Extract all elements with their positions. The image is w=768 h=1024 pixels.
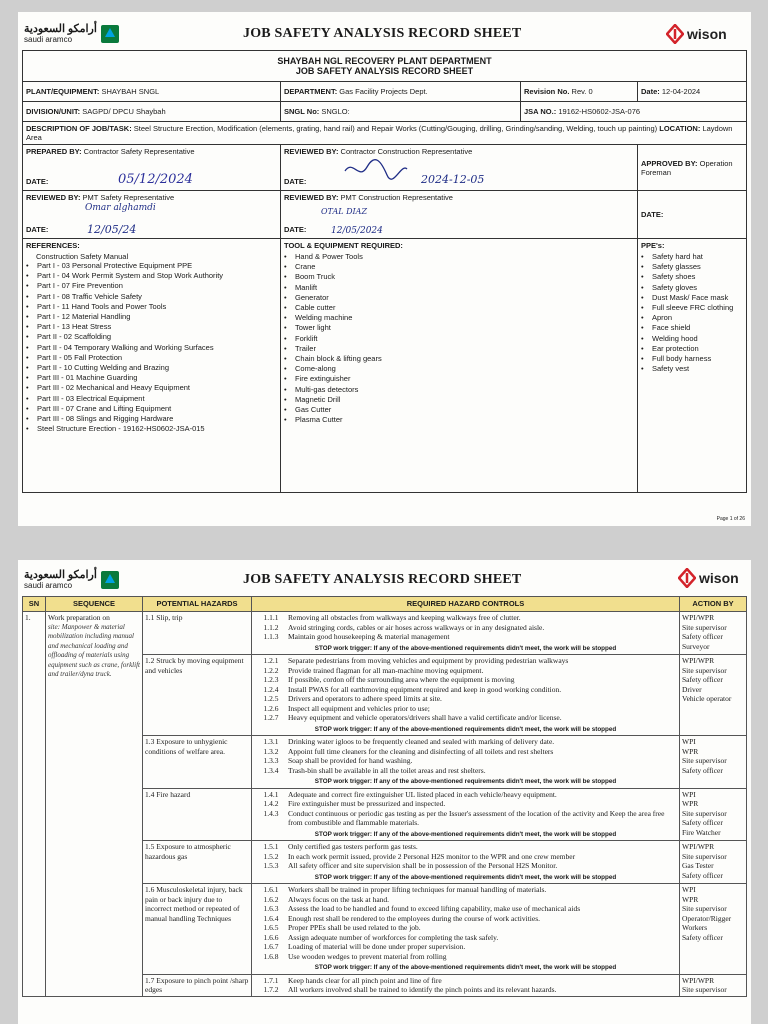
jsa-page-2 [18, 560, 751, 1024]
references-list [26, 261, 277, 434]
reviewed3-date-label: DATE: [284, 225, 307, 234]
reference-item: • Steel Structure Erection - 19162-HS0602-JSA-015 [26, 424, 277, 434]
reviewed-pmt-construction-cell [281, 191, 638, 239]
control-number: 1.6.2 [263, 894, 279, 904]
reference-item: • Part II - 10 Cutting Welding and Brazing [26, 363, 277, 373]
hazard-cell: 1.6 Musculoskeletal injury, back pain or back injury due to incorrect method or repeated of manual handling Techniques [143, 884, 252, 975]
control-text: Workers shall be trained in proper lifting techniques for manual handling of materials. [288, 885, 547, 894]
reference-item: • Part III - 03 Electrical Equipment [26, 394, 277, 404]
ppe-item: • Safety shoes [641, 272, 743, 282]
control-text: All safety officer and site supervision shall be in possession of the Personal H2S Monitor. [288, 861, 558, 870]
ppe-cell [638, 239, 747, 493]
reference-item: • Part I - 13 Heat Stress [26, 322, 277, 332]
division-label: DIVISION/UNIT: [26, 107, 81, 116]
approved-date-label: DATE: [641, 210, 664, 219]
date-cell [638, 82, 747, 102]
control-number: 1.2.7 [263, 713, 279, 722]
control-number: 1.6.6 [263, 932, 279, 942]
control-number: 1.6.7 [263, 942, 279, 951]
page-title: JOB SAFETY ANALYSIS RECORD SHEET [243, 572, 522, 587]
action-cell: WPI/WPR Site supervisor Safety officer Surveyor [680, 612, 747, 655]
plant-value: SHAYBAH SNGL [101, 87, 160, 96]
hazard-cell: 1.4 Fire hazard [143, 788, 252, 841]
control-text: All workers involved shall be trained to identify the pinch points and its relevant hazards. [288, 985, 557, 994]
action-cell: WPI WPR Site supervisor Safety officer Fire Watcher [680, 788, 747, 841]
ppe-item: • Apron [641, 313, 743, 323]
tool-item: • Boom Truck [284, 272, 634, 282]
date-value: 12-04-2024 [661, 87, 701, 96]
saudi-aramco-logo [24, 24, 119, 44]
control-text: Use wooden wedges to prevent material from rolling [288, 951, 447, 961]
tool-item: • Chain block & lifting gears [284, 354, 634, 364]
control-number: 1.5.1 [263, 842, 279, 851]
hazards-header: POTENTIAL HAZARDS [143, 597, 252, 612]
location-label: LOCATION: [659, 124, 701, 133]
control-text: Keep hands clear for all pinch point and line of fire [288, 975, 442, 985]
control-number: 1.2.4 [263, 684, 279, 694]
sequence-title: Work preparation on [48, 613, 110, 622]
control-text: Only certified gas testers perform gas tests. [288, 842, 418, 851]
control-number: 1.4.2 [263, 799, 279, 808]
controls-cell [252, 788, 680, 841]
aramco-star-icon [101, 25, 119, 43]
tool-item: • Cable cutter [284, 303, 634, 313]
control-text: Loading of material will be done under proper supervision. [288, 942, 466, 951]
approved-cell [638, 145, 747, 191]
jsa-no-cell [521, 102, 747, 122]
date-label: Date: [641, 87, 660, 96]
prepared-date-label: DATE: [26, 177, 49, 186]
control-text: Avoid stringing cords, cables or air hoses across walkways or in any designated aisle. [288, 622, 545, 632]
control-text: Drivers and operators to adhere speed limits at site. [288, 694, 442, 703]
wison-text: wison [699, 570, 739, 586]
sngl-label: SNGL No: [284, 107, 320, 116]
control-number: 1.6.3 [263, 904, 279, 913]
jsa-value: 19162-HS0602-JSA-076 [558, 107, 641, 116]
prepared-label: PREPARED BY: [26, 147, 82, 156]
action-cell: WPI/WPR Site supervisor [680, 974, 747, 996]
department-value: Gas Facility Projects Dept. [339, 87, 428, 96]
action-cell: WPI WPR Site supervisor Safety officer [680, 736, 747, 789]
ppe-item: • Face shield [641, 323, 743, 333]
reference-item: • Part I - 04 Work Permit System and Stop Work Authority [26, 271, 277, 281]
plant-cell [23, 82, 281, 102]
revision-label: Revision No. [524, 87, 570, 96]
location-value: Laydown Area [26, 124, 733, 142]
table-header-row [23, 597, 747, 612]
reference-item: • Part III - 07 Crane and Lifting Equipment [26, 404, 277, 414]
controls-header: REQUIRED HAZARD CONTROLS [252, 597, 680, 612]
sngl-cell [281, 102, 521, 122]
stop-work-trigger: STOP work trigger: If any of the above-mentioned requirements didn't meet, the work will be stopped [314, 964, 617, 971]
tool-item: • Forklift [284, 334, 634, 344]
tool-item: • Multi-gas detectors [284, 385, 634, 395]
ppe-list [641, 252, 743, 374]
ppe-item: • Safety gloves [641, 283, 743, 293]
ppe-item: • Welding hood [641, 334, 743, 344]
tool-item: • Generator [284, 293, 634, 303]
tool-item: • Welding machine [284, 313, 634, 323]
reviewed-pmt-safety-cell [23, 191, 281, 239]
aramco-arabic-text: أرامكو السعودية [24, 23, 97, 35]
stop-work-trigger: STOP work trigger: If any of the above-mentioned requirements didn't meet, the work will be stopped [314, 830, 617, 838]
action-header: ACTION BY [680, 597, 747, 612]
sngl-value: SNGLO: [321, 107, 350, 116]
control-number: 1.3.2 [263, 746, 279, 756]
control-text: Assign adequate number of workforces for completing the task safely. [288, 932, 499, 942]
control-number: 1.1.3 [263, 632, 279, 641]
description-cell [23, 122, 747, 145]
reviewed2-date-label: DATE: [26, 225, 49, 234]
prepared-cell [23, 145, 281, 191]
wison-mark-icon [678, 568, 696, 588]
reference-item: • Part II - 05 Fall Protection [26, 353, 277, 363]
reviewer-signature-icon [341, 157, 411, 185]
control-number: 1.4.3 [263, 808, 279, 818]
page-number: Page 1 of 26 [716, 516, 745, 522]
stop-work-trigger: STOP work trigger: If any of the above-mentioned requirements didn't meet, the work will be stopped [314, 725, 617, 733]
control-text: Install PWAS for all earthmoving equipment required and keep in good working condition. [288, 684, 562, 694]
hazard-cell: 1.1 Slip, trip [143, 612, 252, 655]
control-number: 1.4.1 [263, 789, 279, 799]
control-text: Soap shall be provided for hand washing. [288, 756, 413, 765]
reviewed1-signature-date: 2024-12-05 [421, 173, 485, 186]
stop-work-trigger: STOP work trigger: If any of the above-mentioned requirements didn't meet, the work will be stopped [314, 873, 617, 881]
reviewed3-label: REVIEWED BY: [284, 193, 339, 202]
control-text: Separate pedestrians from moving vehicles and equipment by providing pedestrian walkways [288, 656, 569, 665]
control-number: 1.2.1 [263, 656, 279, 665]
jsa-page-1 [18, 12, 751, 526]
control-text: If possible, cordon off the surrounding area where the equipment is moving [288, 675, 515, 684]
tool-item: • Hand & Power Tools [284, 252, 634, 262]
control-number: 1.3.3 [263, 756, 279, 765]
control-number: 1.5.3 [263, 861, 279, 870]
aramco-english-text: saudi aramco [24, 35, 73, 44]
references-cell [23, 239, 281, 493]
approved-label: APPROVED BY: [641, 158, 698, 168]
ppe-item: • Full body harness [641, 354, 743, 364]
tool-item: • Come-along [284, 364, 634, 374]
wison-mark-icon [666, 24, 684, 44]
references-label: REFERENCES: [26, 241, 80, 250]
control-number: 1.2.5 [263, 694, 279, 703]
action-cell: WPI/WPR Site supervisor Gas Tester Safety officer [680, 841, 747, 884]
revision-cell [521, 82, 638, 102]
hazard-cell: 1.2 Struck by moving equipment and vehicles [143, 655, 252, 736]
reviewed1-label: REVIEWED BY: [284, 147, 339, 156]
sn-header: SN [23, 597, 46, 612]
wison-logo [678, 568, 739, 588]
control-number: 1.2.2 [263, 665, 279, 675]
control-number: 1.2.3 [263, 675, 279, 684]
controls-cell [252, 841, 680, 884]
reviewed2-value: PMT Safety Representative [82, 193, 175, 202]
prepared-value: Contractor Safety Representative [83, 147, 195, 156]
description-label: DESCRIPTION OF JOB/TASK: [26, 124, 132, 133]
tools-label: TOOL & EQUIPMENT REQUIRED: [284, 241, 403, 250]
table-row [23, 612, 747, 655]
action-cell: WPI/WPR Site supervisor Safety officer Driver Vehicle operator [680, 655, 747, 736]
wison-logo [666, 24, 727, 44]
ppe-item: • Ear protection [641, 344, 743, 354]
tools-cell [281, 239, 638, 493]
controls-cell [252, 655, 680, 736]
reference-item: • Part I - 11 Hand Tools and Power Tools [26, 302, 277, 312]
reviewed3-value: PMT Construction Representative [340, 193, 453, 202]
references-head: Construction Safety Manual [36, 252, 129, 261]
ppe-item: • Full sleeve FRC clothing [641, 303, 743, 313]
reviewed2-signature-date: 12/05/24 [87, 223, 137, 236]
control-text: Trash-bin shall be available in all the toilet areas and rest shelters. [288, 765, 486, 775]
division-value: SAGPD/ DPCU Shaybah [82, 107, 166, 116]
tool-item: • Tower light [284, 323, 634, 333]
control-text: Drinking water igloos to be frequently cleaned and sealed with marking of delivery date. [288, 737, 555, 746]
control-text: Assess the load to be handled and found to exceed lifting capability, make use of mechanical aids [288, 904, 581, 913]
control-text: Always focus on the task at hand. [288, 894, 390, 904]
department-label: DEPARTMENT: [284, 87, 338, 96]
description-value: Steel Structure Erection, Modification (elements, grating, hand rail) and Repair Works (Cutting/Gouging, drilling, Grinding/sanding, Welding, touch up painting) [133, 124, 658, 133]
sequence-note: site: Manpower & material mobilization including manual and mechanical loading and offloading of materials using equipment such as crane, forklift and trailer/dyna truck. [48, 622, 140, 678]
prepared-signature-date: 05/12/2024 [118, 172, 193, 187]
tool-item: • Fire extinguisher [284, 374, 634, 384]
control-number: 1.3.4 [263, 765, 279, 775]
stop-work-trigger: STOP work trigger: If any of the above-mentioned requirements didn't meet, the work will be stopped [314, 778, 617, 785]
control-number: 1.3.1 [263, 737, 279, 746]
control-number: 1.6.5 [263, 923, 279, 932]
control-text: Inspect all equipment and vehicles prior to use; [288, 703, 430, 713]
aramco-arabic-text: أرامكو السعودية [24, 569, 97, 581]
dept-line: SHAYBAH NGL RECOVERY PLANT DEPARTMENT [277, 56, 492, 66]
reviewed1-date-label: DATE: [284, 177, 307, 186]
control-text: Appoint full time cleaners for the cleaning and disinfecting of all toilets and rest shelters [288, 746, 554, 756]
ppe-item: • Safety hard hat [641, 252, 743, 262]
action-cell: WPI WPR Site supervisor Operator/Rigger Workers Safety officer [680, 884, 747, 975]
control-text: Adequate and correct fire extinguisher UL listed placed in each vehicle/heavy equipment. [288, 789, 557, 799]
control-number: 1.5.2 [263, 851, 279, 861]
tool-item: • Gas Cutter [284, 405, 634, 415]
control-number: 1.7.1 [263, 975, 279, 985]
header-table [22, 50, 747, 493]
control-text: Conduct continuous or periodic gas testing as per the Issuer's assessment of the location of the activity and Keep the area free from combustible and flammable materials. [288, 808, 665, 827]
reference-item: • Part II - 04 Temporary Walking and Working Surfaces [26, 343, 277, 353]
plant-label: PLANT/EQUIPMENT: [26, 87, 100, 96]
reference-item: • Part I - 12 Material Handling [26, 312, 277, 322]
control-text: Maintain good housekeeping & material management [288, 632, 450, 641]
reviewed1-value: Contractor Construction Representative [340, 147, 473, 156]
control-text: Fire extinguisher must be pressurized and inspected. [288, 799, 446, 808]
control-text: In each work permit issued, provide 2 Personal H2S monitor to the WPR and one crew member [288, 851, 576, 861]
control-number: 1.6.4 [263, 913, 279, 923]
dept-block [23, 51, 747, 82]
controls-cell [252, 736, 680, 789]
tool-item: • Manlift [284, 283, 634, 293]
tools-list [284, 252, 634, 425]
sequence-header: SEQUENCE [46, 597, 143, 612]
controls-cell [252, 884, 680, 975]
approved-value: Operation Foreman [641, 158, 733, 177]
jsa-label: JSA NO.: [524, 107, 557, 116]
sub-title: JOB SAFETY ANALYSIS RECORD SHEET [295, 66, 474, 76]
reference-item: • Part I - 07 Fire Prevention [26, 281, 277, 291]
tool-item: • Crane [284, 262, 634, 272]
page-title: JOB SAFETY ANALYSIS RECORD SHEET [243, 26, 522, 41]
wison-text: wison [687, 26, 727, 42]
reviewed3-signature: OTAL DIAZ [321, 207, 367, 216]
division-cell [23, 102, 281, 122]
tool-item: • Magnetic Drill [284, 395, 634, 405]
aramco-english-text: saudi aramco [24, 581, 73, 590]
reference-item: • Part III - 01 Machine Guarding [26, 373, 277, 383]
control-text: Removing all obstacles from walkways and keeping walkways free of clutter. [288, 613, 521, 622]
reference-item: • Part II - 02 Scaffolding [26, 332, 277, 342]
reviewed-contractor-cell [281, 145, 638, 191]
approved-date-cell [638, 191, 747, 239]
ppe-item: • Safety glasses [641, 262, 743, 272]
hazard-cell: 1.7 Exposure to pinch point /sharp edges [143, 974, 252, 996]
control-text: Heavy equipment and vehicle operators/drivers shall have a valid certificate and/or license. [288, 713, 562, 722]
control-number: 1.6.8 [263, 951, 279, 961]
control-text: Provide trained flagman for all man-machine moving equipment. [288, 665, 484, 675]
reference-item: • Part III - 08 Slings and Rigging Hardware [26, 414, 277, 424]
saudi-aramco-logo [24, 570, 119, 590]
sn-cell: 1. [23, 612, 46, 997]
control-number: 1.1.1 [263, 613, 279, 622]
reference-item: • Part III - 02 Mechanical and Heavy Equipment [26, 383, 277, 393]
control-number: 1.2.6 [263, 703, 279, 713]
reviewed2-signature-name: Omar alghamdi [85, 203, 156, 213]
hazard-controls-table [22, 596, 747, 997]
tool-item: • Trailer [284, 344, 634, 354]
ppe-label: PPE's: [641, 241, 665, 250]
sequence-cell [46, 612, 143, 997]
reference-item: • Part I - 08 Traffic Vehicle Safety [26, 292, 277, 302]
department-cell [281, 82, 521, 102]
hazard-cell: 1.3 Exposure to unhygienic conditions of welfare area. [143, 736, 252, 789]
reviewed3-signature-date: 12/05/2024 [331, 226, 383, 236]
ppe-item: • Dust Mask/ Face mask [641, 293, 743, 303]
ppe-item: • Safety vest [641, 364, 743, 374]
control-number: 1.1.2 [263, 622, 279, 632]
control-text: Enough rest shall be rendered to the employees during the course of work activities. [288, 913, 541, 923]
controls-cell [252, 974, 680, 996]
control-text: Proper PPEs shall be used related to the job. [288, 923, 421, 932]
aramco-star-icon [101, 571, 119, 589]
control-number: 1.7.2 [263, 985, 279, 994]
revision-value: Rev. 0 [571, 87, 593, 96]
hazard-cell: 1.5 Exposure to atmospheric hazardous gas [143, 841, 252, 884]
tool-item: • Plasma Cutter [284, 415, 634, 425]
stop-work-trigger: STOP work trigger: If any of the above-mentioned requirements didn't meet, the work will be stopped [314, 644, 617, 652]
controls-cell [252, 612, 680, 655]
control-number: 1.6.1 [263, 885, 279, 894]
reference-item: • Part I - 03 Personal Protective Equipment PPE [26, 261, 277, 271]
reviewed2-label: REVIEWED BY: [26, 193, 81, 202]
